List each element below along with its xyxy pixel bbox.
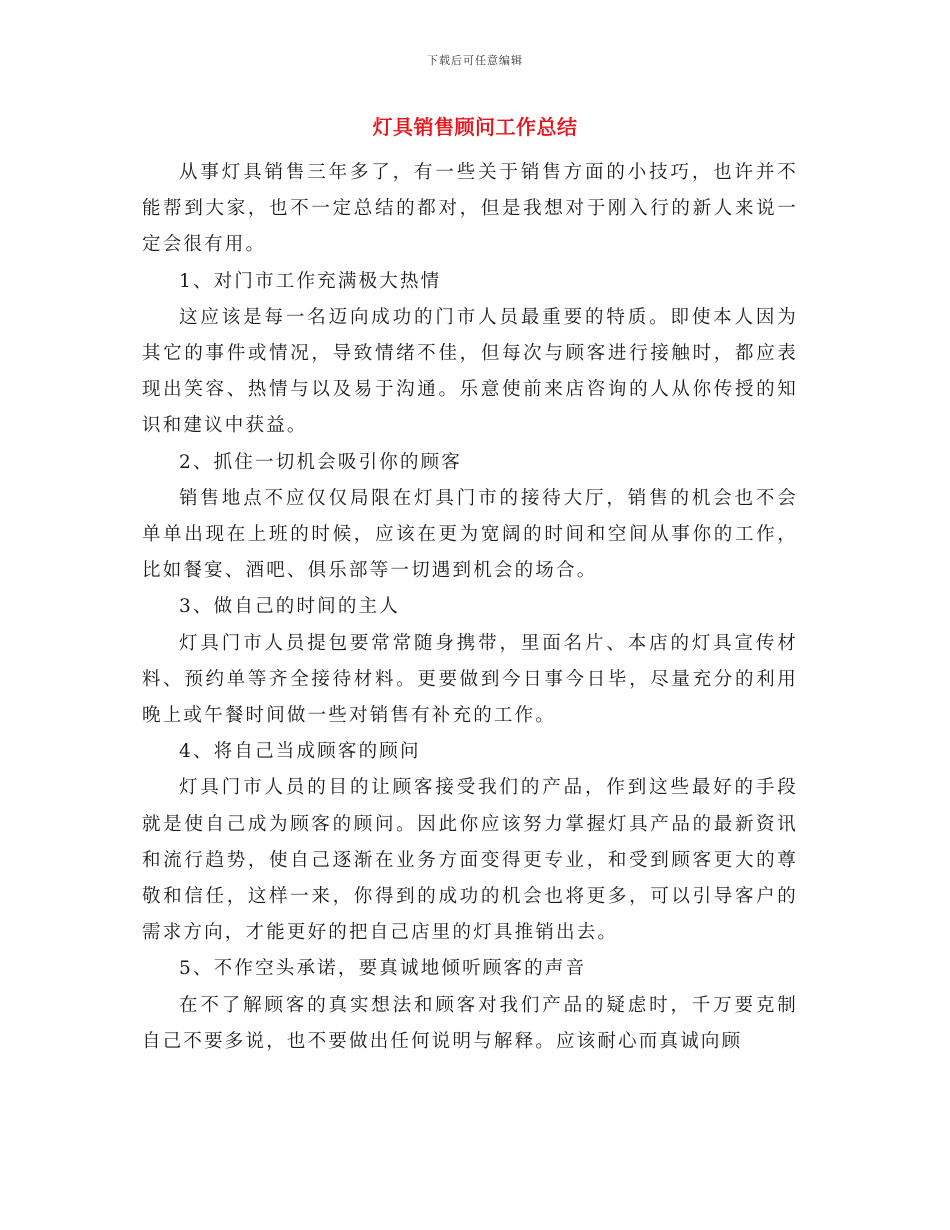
section-heading-3: 3、做自己的时间的主人 [179,596,400,618]
section-heading-4: 4、将自己当成顾客的顾问 [179,741,421,763]
section-paragraph-3: 灯具门市人员提包要常常随身携带，里面名片、本店的灯具宣传材料、预约单等齐全接待材料。更要做到今日事今日毕，尽量充分的利用晚上或午餐时间做一些对销售有补充的工作。 [142,632,798,727]
intro-paragraph: 从事灯具销售三年多了，有一些关于销售方面的小技巧，也许并不能帮到大家，也不一定总结的都对，但是我想对于刚入行的新人来说一定会很有用。 [142,162,798,256]
section-heading-5: 5、不作空头承诺，要真诚地倾听顾客的声音 [179,958,587,980]
section-heading-1: 1、对门市工作充满极大热情 [179,270,442,292]
header-note: 下载后可任意编辑 [427,54,523,67]
section-paragraph-2: 销售地点不应仅仅局限在灯具门市的接待大厅，销售的机会也不会单单出现在上班的时候，应该在更为宽阔的时间和空间从事你的工作，比如餐宴、酒吧、俱乐部等一切遇到机会的场合。 [142,487,798,582]
section-heading-2: 2、抓住一切机会吸引你的顾客 [179,451,463,473]
document-body [142,155,798,1060]
section-paragraph-4: 灯具门市人员的目的让顾客接受我们的产品，作到这些最好的手段就是使自己成为顾客的顾问。因此你应该努力掌握灯具产品的最新资讯和流行趋势，使自己逐渐在业务方面变得更专业，和受到顾客更大的尊敬和信任，这样一来，你得到的成功的机会也将更多，可以引导客户的需求方向，才能更好的把自己店里的灯具推销出去。 [142,777,798,944]
section-paragraph-5: 在不了解顾客的真实想法和顾客对我们产品的疑虑时，千万要克制自己不要多说，也不要做出任何说明与解释。应该耐心而真诚向顾 [142,994,798,1052]
document-title: 灯具销售顾问工作总结 [372,115,578,139]
section-paragraph-1: 这应该是每一名迈向成功的门市人员最重要的特质。即使本人因为其它的事件或情况，导致情绪不佳，但每次与顾客进行接触时，都应表现出笑容、热情与以及易于沟通。乐意使前来店咨询的人从你传授的知识和建议中获益。 [142,306,798,437]
